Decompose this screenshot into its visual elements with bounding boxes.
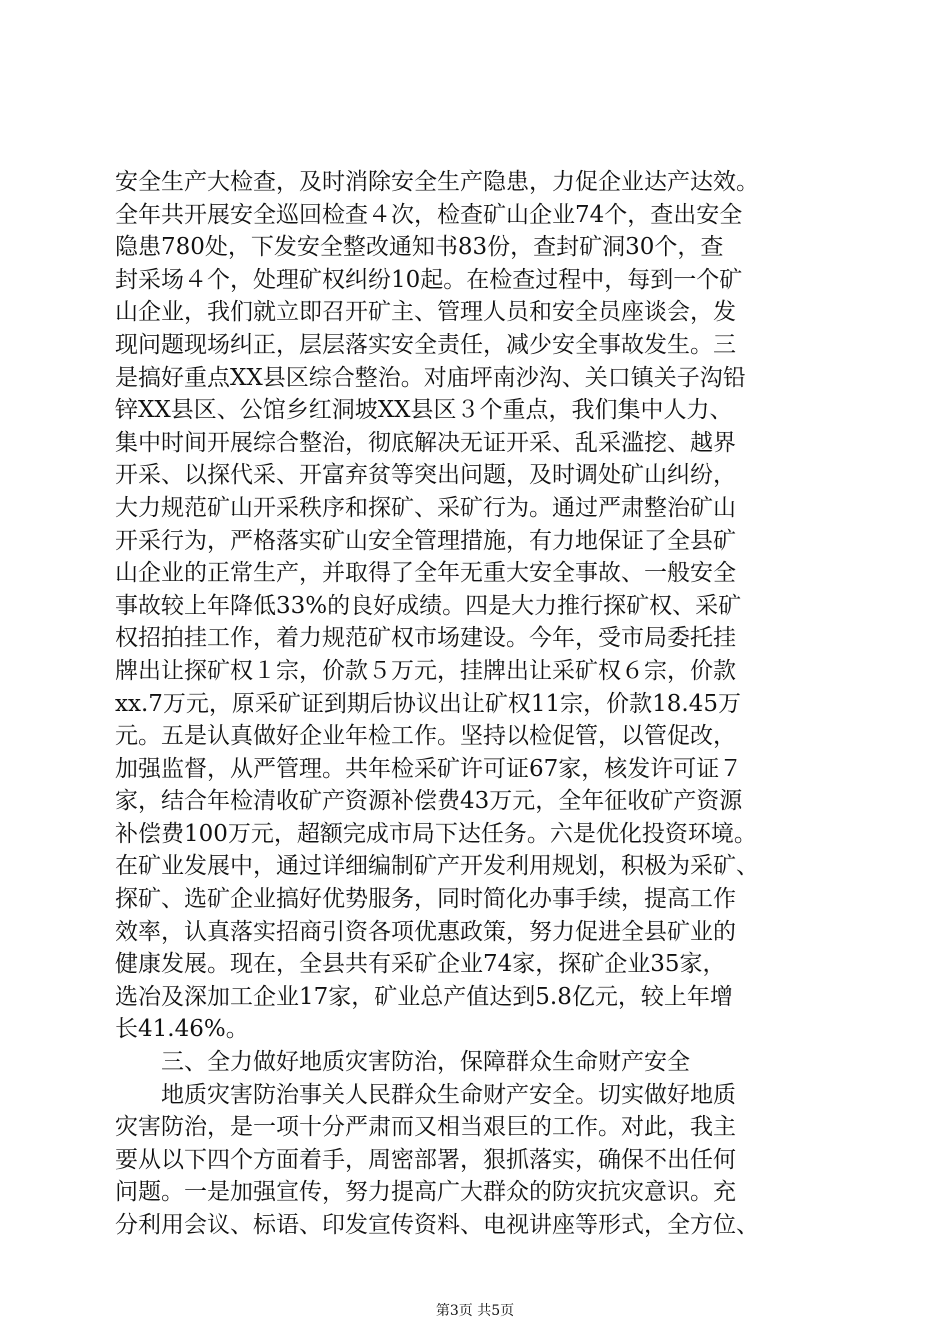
text-line: 家，结合年检清收矿产资源补偿费43万元，全年征收矿产资源	[115, 788, 743, 815]
text-line: 加强监督，从严管理。共年检采矿许可证67家，核发许可证７	[115, 755, 743, 782]
text-line: 探矿、选矿企业搞好优势服务，同时简化办事手续，提高工作	[115, 886, 736, 913]
text-line: xx.7万元，原采矿证到期后协议出让矿权11宗，价款18.45万	[115, 690, 741, 717]
text-line: 山企业的正常生产，并取得了全年无重大安全事故、一般安全	[115, 560, 736, 587]
text-line: 元。五是认真做好企业年检工作。坚持以检促管，以管促改，	[115, 723, 736, 750]
text-line: 集中时间开展综合整治，彻底解决无证开采、乱采滥挖、越界	[115, 429, 736, 456]
text-line: 健康发展。现在，全县共有采矿企业74家，探矿企业35家，	[115, 951, 726, 978]
text-line: 地质灾害防治事关人民群众生命财产安全。切实做好地质	[115, 1081, 736, 1108]
section-heading: 三、全力做好地质灾害防治，保障群众生命财产安全	[115, 1049, 690, 1076]
text-line: 分利用会议、标语、印发宣传资料、电视讲座等形式，全方位、	[115, 1212, 759, 1238]
text-line: 要从以下四个方面着手，周密部署，狠抓落实，确保不出任何	[115, 1146, 736, 1173]
text-line: 选冶及深加工企业17家，矿业总产值达到5.8亿元，较上年增	[115, 983, 733, 1010]
text-line: 开采、以探代采、开富弃贫等突出问题，及时调处矿山纠纷，	[115, 462, 736, 489]
text-line: 开采行为，严格落实矿山安全管理措施，有力地保证了全县矿	[115, 527, 736, 554]
text-line: 事故较上年降低33%的良好成绩。四是大力推行探矿权、采矿	[115, 592, 742, 619]
text-line: 效率，认真落实招商引资各项优惠政策，努力促进全县矿业的	[115, 918, 736, 945]
text-line: 灾害防治，是一项十分严肃而又相当艰巨的工作。对此，我主	[115, 1114, 736, 1141]
text-line: 长41.46%。	[115, 1016, 249, 1043]
text-line: 安全生产大检查，及时消除安全生产隐患，力促企业达产达效。	[115, 169, 759, 195]
page-number-footer: 第3页 共5页	[435, 1303, 515, 1319]
text-line: 补偿费100万元，超额完成市局下达任务。六是优化投资环境。	[115, 820, 757, 847]
text-line: 封采场４个，处理矿权纠纷10起。在检查过程中，每到一个矿	[115, 266, 743, 293]
text-line: 权招拍挂工作，着力规范矿权市场建设。今年，受市局委托挂	[115, 625, 736, 652]
text-line: 隐患780处，下发安全整改通知书83份，查封矿洞30个，查	[115, 234, 724, 261]
text-line: 在矿业发展中，通过详细编制矿产开发利用规划，积极为采矿、	[115, 853, 759, 880]
text-line: 锌XX县区、公馆乡红洞坡XX县区３个重点，我们集中人力、	[115, 397, 733, 424]
body-text	[115, 166, 850, 1242]
text-line: 问题。一是加强宣传，努力提高广大群众的防灾抗灾意识。充	[115, 1179, 736, 1206]
text-line: 牌出让探矿权１宗，价款５万元，挂牌出让采矿权６宗，价款	[115, 657, 736, 684]
text-line: 全年共开展安全巡回检查４次，检查矿山企业74个，查出安全	[115, 201, 743, 228]
text-line: 现问题现场纠正，层层落实安全责任，减少安全事故发生。三	[115, 331, 736, 358]
text-line: 山企业，我们就立即召开矿主、管理人员和安全员座谈会，发	[115, 299, 736, 326]
text-line: 大力规范矿山开采秩序和探矿、采矿行为。通过严肃整治矿山	[115, 494, 736, 521]
text-line: 是搞好重点XX县区综合整治。对庙坪南沙沟、关口镇关子沟铅	[115, 364, 746, 391]
